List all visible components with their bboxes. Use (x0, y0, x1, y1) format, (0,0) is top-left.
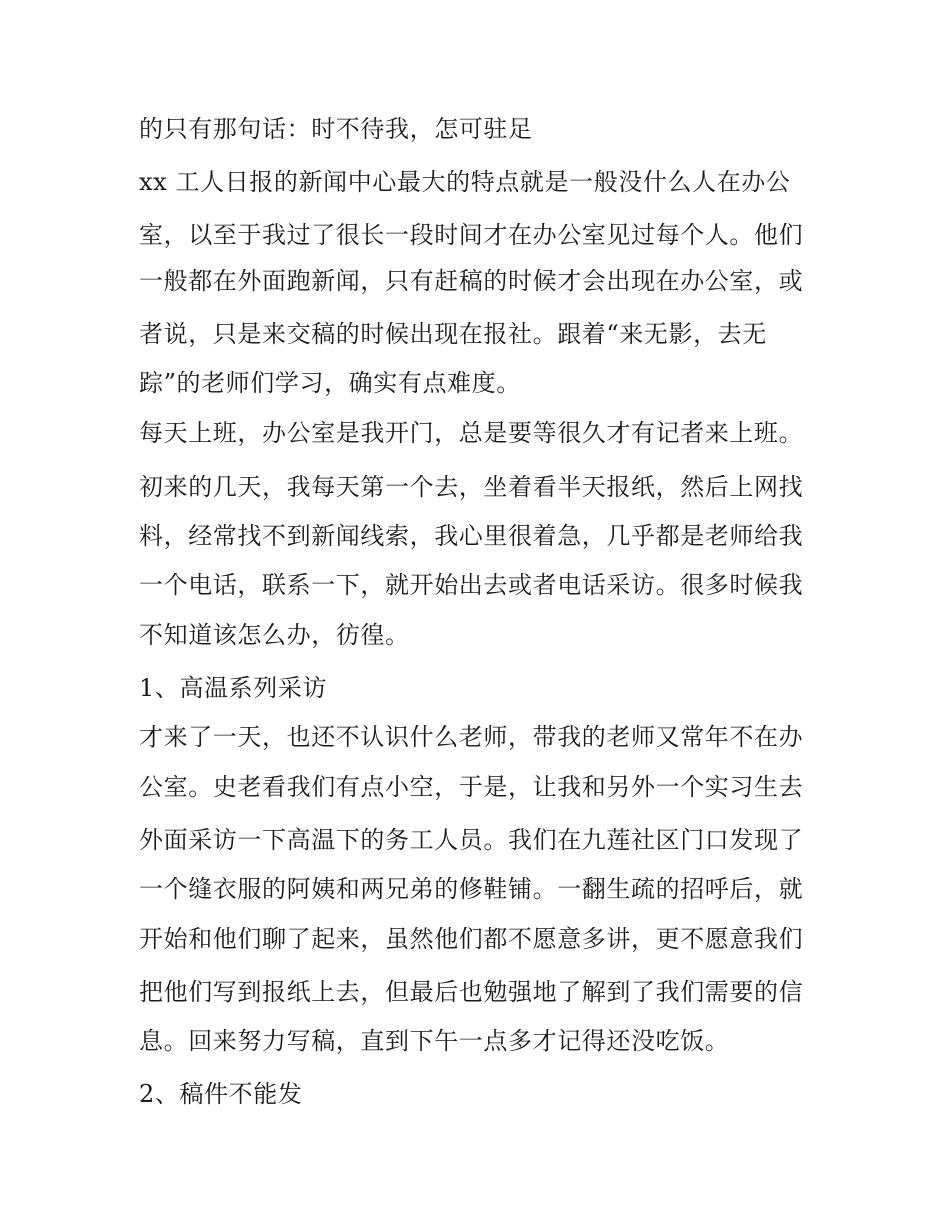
text-line: 室，以至于我过了很长一段时间才在办公室见过每个人。他们 (139, 221, 804, 249)
text-line: 的只有那句话：时不待我，怎可驻足 (139, 115, 533, 143)
text-line: xx 工人日报的新闻中心最大的特点就是一般没什么人在办公 (139, 168, 791, 196)
text-line: 一般都在外面跑新闻，只有赶稿的时候才会出现在办公室，或 (139, 267, 804, 295)
text-line: 开始和他们聊了起来，虽然他们都不愿意多讲，更不愿意我们 (139, 925, 804, 953)
text-line: 不知道该怎么办，彷徨。 (139, 621, 410, 649)
text-line: 初来的几天，我每天第一个去，坐着看半天报纸，然后上网找 (139, 473, 804, 501)
text-line: 外面采访一下高温下的务工人员。我们在九莲社区门口发现了 (139, 826, 804, 854)
text-line: 一个缝衣服的阿姨和两兄弟的修鞋铺。一翻生疏的招呼后，就 (139, 875, 804, 903)
section-heading: 1、高温系列采访 (139, 674, 328, 702)
text-line: 每天上班，办公室是我开门，总是要等很久才有记者来上班。 (139, 419, 804, 447)
text-line: 一个电话，联系一下，就开始出去或者电话采访。很多时候我 (139, 571, 804, 599)
text-line: 踪”的老师们学习，确实有点难度。 (139, 369, 521, 397)
section-heading: 2、稿件不能发 (139, 1080, 303, 1108)
text-line: 息。回来努力写稿，直到下午一点多才记得还没吃饭。 (139, 1027, 730, 1055)
text-line: 才来了一天，也还不认识什么老师，带我的老师又常年不在办 (139, 723, 804, 751)
text-line: 者说，只是来交稿的时候出现在报社。跟着“来无影，去无 (139, 320, 767, 348)
text-line: 公室。史老看我们有点小空，于是，让我和另外一个实习生去 (139, 773, 804, 801)
text-line: 料，经常找不到新闻线索，我心里很着急，几乎都是老师给我 (139, 522, 804, 550)
text-line: 把他们写到报纸上去，但最后也勉强地了解到了我们需要的信 (139, 978, 804, 1006)
